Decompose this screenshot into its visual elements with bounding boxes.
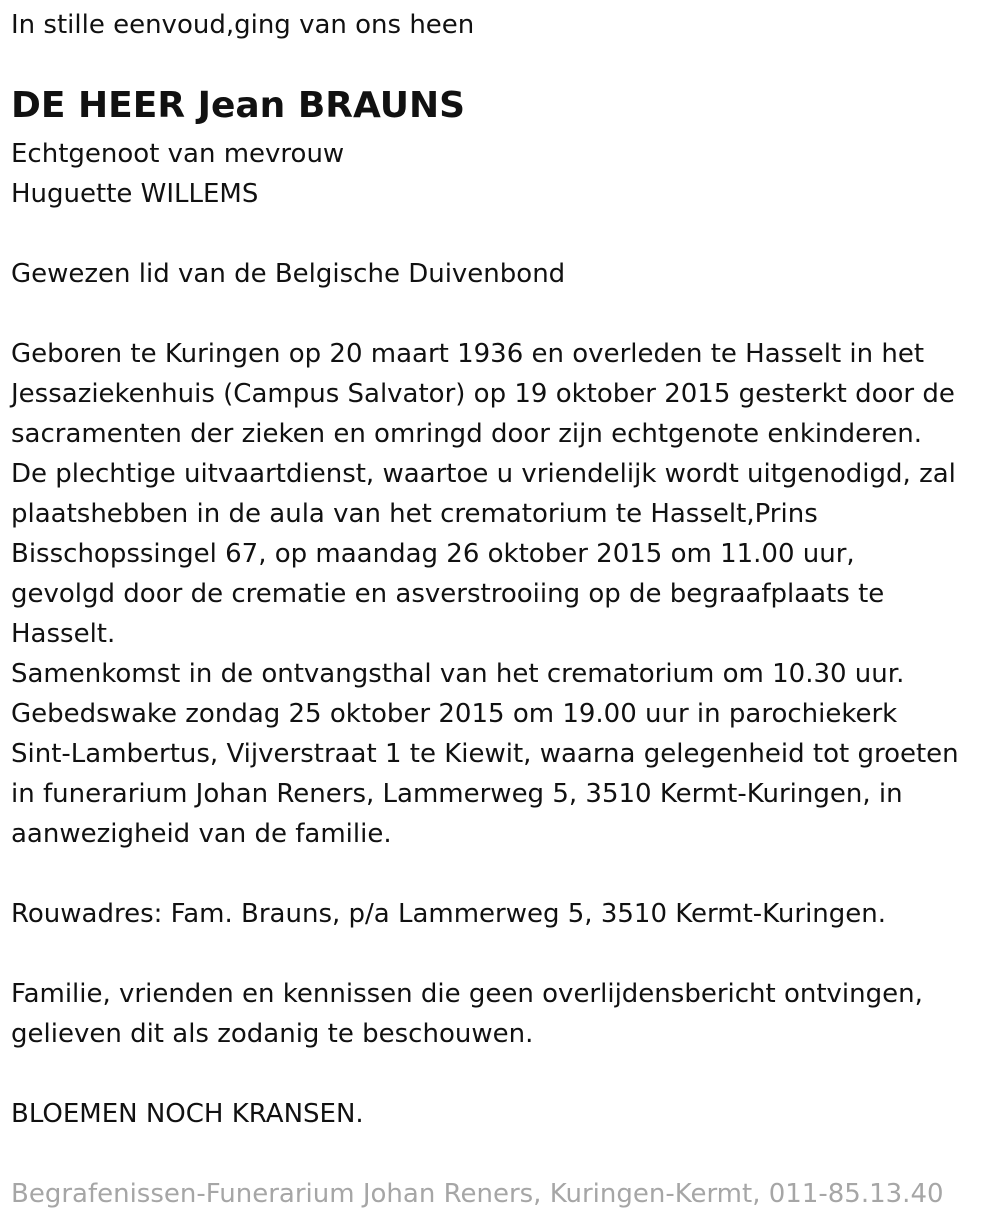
body-line: in funerarium Johan Reners, Lammerweg 5, 3510 Kermt-Kuringen, in — [11, 779, 903, 809]
body-line: gevolgd door de crematie en asverstrooiing op de begraafplaats te — [11, 579, 885, 609]
body-line: De plechtige uitvaartdienst, waartoe u vriendelijk wordt uitgenodigd, zal — [11, 459, 956, 489]
body-line: Gebedswake zondag 25 oktober 2015 om 19.00 uur in parochiekerk — [11, 699, 898, 729]
body-line: Geboren te Kuringen op 20 maart 1936 en overleden te Hasselt in het — [11, 339, 925, 369]
funeral-details — [11, 334, 959, 854]
spouse-line-1: Echtgenoot van mevrouw — [11, 139, 345, 169]
body-line: Jessaziekenhuis (Campus Salvator) op 19 oktober 2015 gesterkt door de — [11, 379, 955, 409]
spouse-line-2: Huguette WILLEMS — [11, 179, 259, 209]
notice-block — [11, 974, 923, 1054]
body-line: Bisschopssingel 67, op maandag 26 oktober 2015 om 11.00 uur, — [11, 539, 855, 569]
no-flowers-note: BLOEMEN NOCH KRANSEN. — [11, 1099, 364, 1129]
membership-line: Gewezen lid van de Belgische Duivenbond — [11, 259, 566, 289]
body-line: Samenkomst in de ontvangsthal van het crematorium om 10.30 uur. — [11, 659, 905, 689]
membership-block — [11, 254, 565, 294]
mourning-address-block — [11, 894, 886, 934]
body-line: aanwezigheid van de familie. — [11, 819, 392, 849]
notice-line-1: Familie, vrienden en kennissen die geen overlijdensbericht ontvingen, — [11, 979, 923, 1009]
body-line: Sint-Lambertus, Vijverstraat 1 te Kiewit, waarna gelegenheid tot groeten — [11, 739, 959, 769]
body-line: Hasselt. — [11, 619, 116, 649]
funeral-home-footer: Begrafenissen-Funerarium Johan Reners, Kuringen-Kermt, 011-85.13.40 — [11, 1179, 944, 1209]
intro-line: In stille eenvoud,ging van ons heen — [11, 10, 475, 40]
deceased-name: DE HEER Jean BRAUNS — [11, 85, 466, 126]
spouse-block — [11, 134, 344, 214]
notice-line-2: gelieven dit als zodanig te beschouwen. — [11, 1019, 534, 1049]
body-line: sacramenten der zieken en omringd door zijn echtgenote enkinderen. — [11, 419, 922, 449]
body-line: plaatshebben in de aula van het crematorium te Hasselt,Prins — [11, 499, 818, 529]
mourning-address: Rouwadres: Fam. Brauns, p/a Lammerweg 5, 3510 Kermt-Kuringen. — [11, 899, 887, 929]
flowers-block — [11, 1094, 364, 1134]
